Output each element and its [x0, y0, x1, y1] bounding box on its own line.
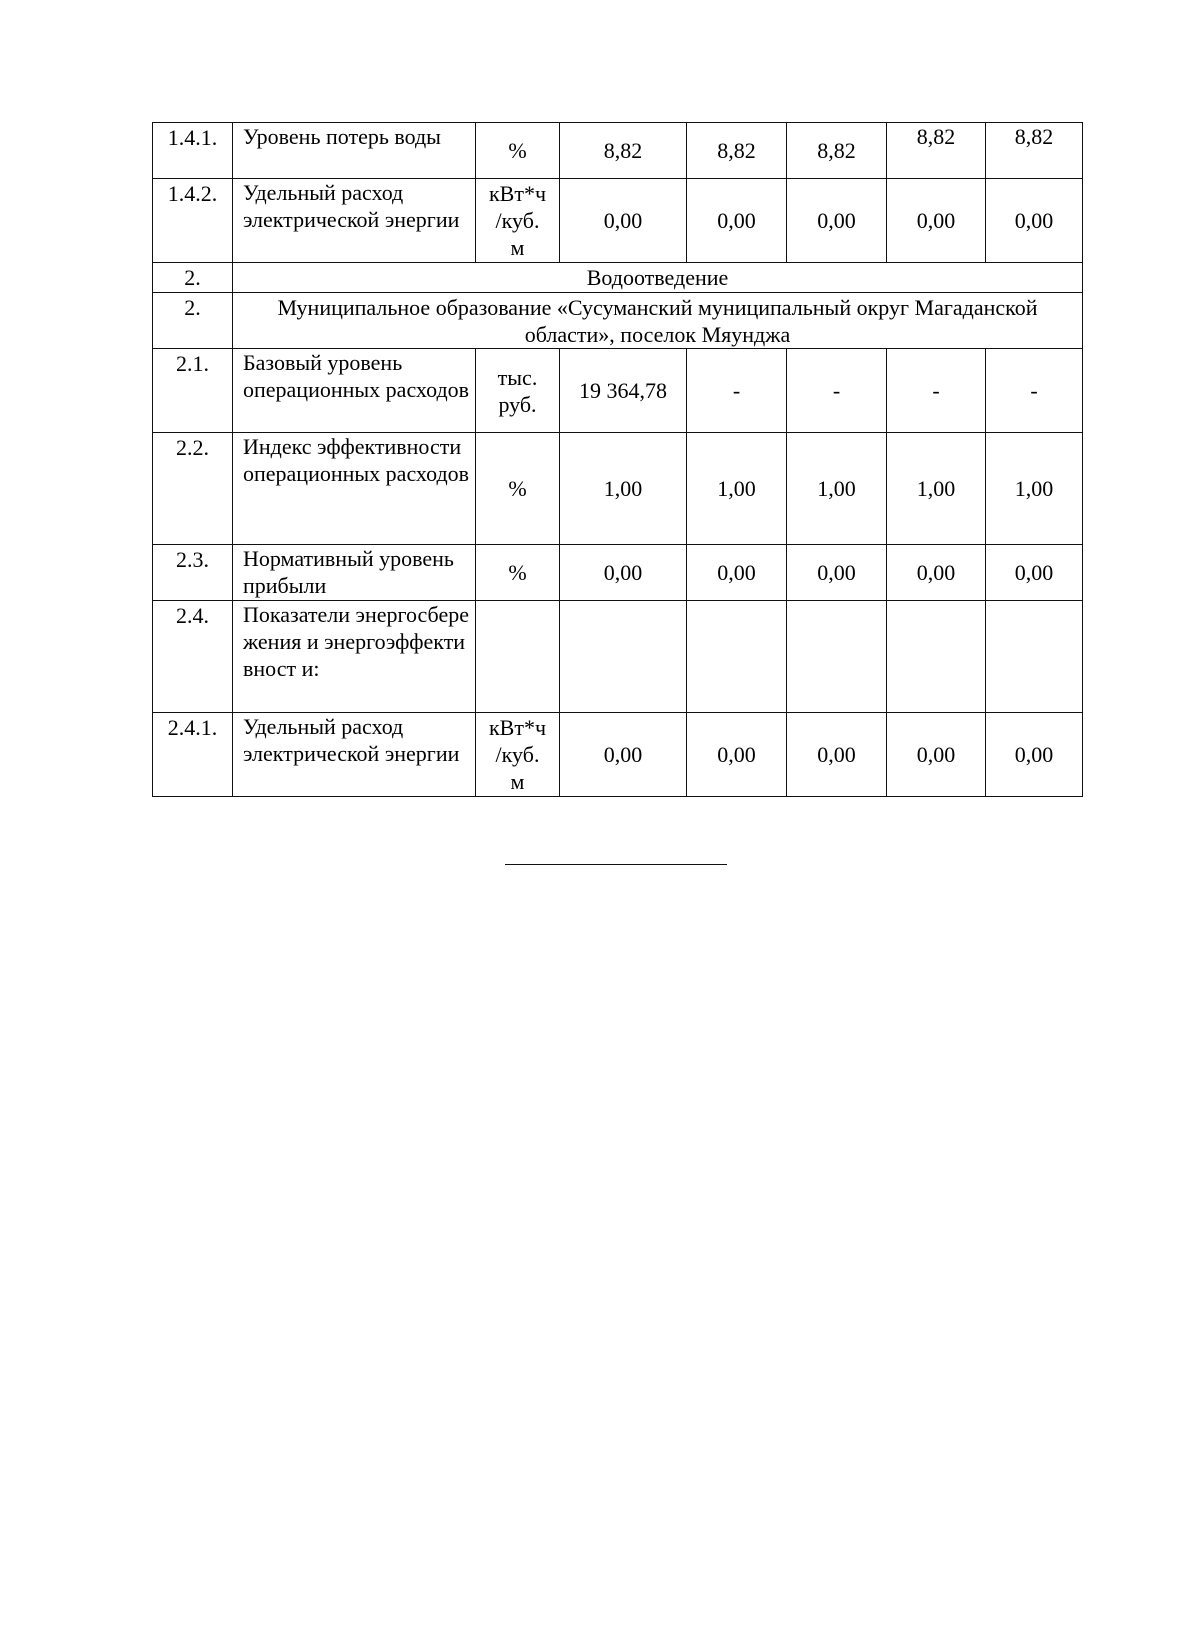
value-cell: 8,82: [887, 123, 986, 179]
value-cell: 0,00: [687, 713, 787, 797]
unit-text: тыс.: [497, 364, 538, 390]
table-row: [153, 349, 1083, 433]
unit-text: /куб.: [495, 208, 540, 233]
value-cell: 0,00: [687, 179, 787, 263]
value-cell: -: [687, 349, 787, 433]
value-cell: 0,00: [787, 713, 887, 797]
indicator-name: Базовый уровень операционных расходов: [233, 349, 476, 433]
section-title: Водоотведение: [233, 263, 1083, 293]
table-row: [153, 123, 1083, 179]
row-number: 2.: [153, 293, 233, 349]
value-cell: 19 364,78: [560, 349, 687, 433]
value-cell: -: [787, 349, 887, 433]
value-cell: -: [887, 349, 986, 433]
value-cell: 1,00: [887, 433, 986, 545]
unit-text: кВт*ч: [488, 181, 547, 206]
value-cell: [887, 601, 986, 713]
indicator-name: Нормативный уровень прибыли: [233, 545, 476, 601]
value-cell: [787, 601, 887, 713]
unit-text: %: [508, 560, 527, 585]
indicator-name: Показатели энергосбережения и энергоэффективност и:: [233, 601, 476, 713]
value-cell: 1,00: [560, 433, 687, 545]
value-cell: 8,82: [687, 123, 787, 179]
municipality-title: Муниципальное образование «Сусуманский муниципальный округ Магаданской области», поселок Мяунджа: [233, 293, 1083, 349]
table-row: [153, 713, 1083, 797]
value-cell: [687, 601, 787, 713]
unit-text: %: [508, 138, 527, 163]
row-number: 2.4.1.: [153, 713, 233, 797]
indicator-name: Уровень потерь воды: [233, 123, 476, 179]
value-cell: 0,00: [560, 545, 687, 601]
value-cell: 0,00: [787, 179, 887, 263]
value-cell: 8,82: [986, 123, 1083, 179]
section-row: [153, 293, 1083, 349]
end-rule: [505, 864, 727, 865]
value-cell: [986, 601, 1083, 713]
section-row: [153, 263, 1083, 293]
unit-text: кВт*ч: [488, 715, 547, 740]
row-number: 2.1.: [153, 349, 233, 433]
value-cell: 0,00: [887, 179, 986, 263]
indicator-name: Удельный расход электрической энергии: [233, 179, 476, 263]
value-cell: 1,00: [986, 433, 1083, 545]
unit-text: /куб.: [495, 742, 540, 767]
value-cell: 0,00: [560, 713, 687, 797]
row-number: 2.3.: [153, 545, 233, 601]
unit-cell: [476, 123, 560, 179]
row-number: 1.4.2.: [153, 179, 233, 263]
row-number: 1.4.1.: [153, 123, 233, 179]
unit-text: м: [510, 769, 525, 794]
unit-text: руб.: [498, 391, 537, 417]
value-cell: 0,00: [787, 545, 887, 601]
value-cell: 0,00: [986, 179, 1083, 263]
value-cell: 0,00: [887, 713, 986, 797]
indicator-name: Удельный расход электрической энергии: [233, 713, 476, 797]
value-cell: 0,00: [887, 545, 986, 601]
value-cell: 0,00: [986, 713, 1083, 797]
unit-cell: [476, 349, 560, 433]
indicators-table: [152, 122, 1083, 797]
unit-cell: [476, 179, 560, 263]
indicator-name: Индекс эффективности операционных расходов: [233, 433, 476, 545]
table-row: [153, 601, 1083, 713]
table-row: [153, 433, 1083, 545]
value-cell: 0,00: [687, 545, 787, 601]
value-cell: 8,82: [787, 123, 887, 179]
unit-cell: [476, 545, 560, 601]
value-cell: 8,82: [560, 123, 687, 179]
row-number: 2.2.: [153, 433, 233, 545]
unit-text: %: [508, 476, 527, 501]
value-cell: -: [986, 349, 1083, 433]
unit-text: м: [510, 235, 525, 260]
value-cell: 0,00: [560, 179, 687, 263]
row-number: 2.: [153, 263, 233, 293]
table-row: [153, 545, 1083, 601]
value-cell: 1,00: [787, 433, 887, 545]
table-row: [153, 179, 1083, 263]
row-number: 2.4.: [153, 601, 233, 713]
unit-cell: [476, 433, 560, 545]
unit-cell: [476, 713, 560, 797]
unit-cell: [476, 601, 560, 713]
value-cell: [560, 601, 687, 713]
value-cell: 1,00: [687, 433, 787, 545]
value-cell: 0,00: [986, 545, 1083, 601]
